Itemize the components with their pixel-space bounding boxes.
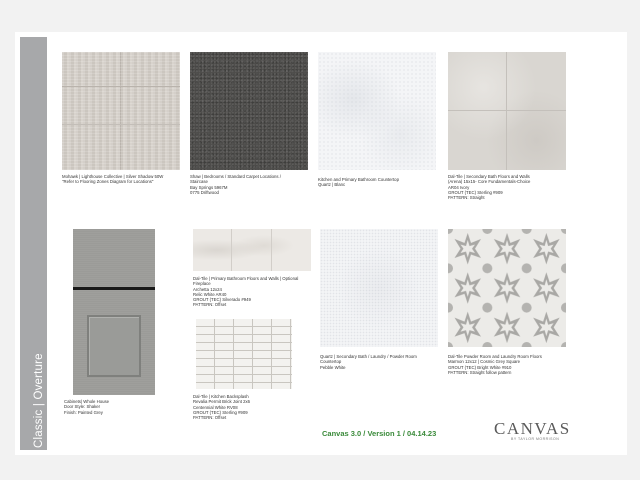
marble-tile-caption: Dal-Tile | Primary Bathroom Floors and Walls | Optional Fireplace Archetta 12x24 Relic White AR40 GROUT (TEC) Silverado #949 PATTERN: Offset	[193, 276, 299, 308]
quartz-blanc-caption: Kitchen and Primary Bathroom Countertop Quartz | Blanc	[318, 177, 399, 188]
wood-floor-swatch	[62, 52, 180, 170]
stone-tile-caption: Dal-Tile | Secondary Bath Floors and Walls (Arena) 15x15- Core Fundamentals-Choice AR04 Ivory GROUT (TEC) Sterling #909 PATTERN: Straight	[448, 174, 531, 201]
cabinet-caption: Cabinets| Whole House Door Style: Shaker Finish: Painted Grey	[64, 399, 110, 415]
version-label: Canvas 3.0 / Version 1 / 04.14.23	[322, 429, 437, 438]
backsplash-caption: Dal-Tile | Kitchen Backsplash Revalia Permit Brick Joint 2x6 Centennial White RV08 GROUT (TEC) Sterling #909 PATTERN: Offset	[193, 394, 251, 421]
quartz-blanc-swatch	[318, 52, 436, 170]
cabinet-drawer-gap	[73, 287, 155, 290]
backsplash-brick-swatch	[196, 319, 292, 389]
star-pattern-tile-swatch	[448, 229, 566, 347]
wood-floor-caption: Mohawk | Lighthouse Collective | Silver Shadow 50W "Refer to Flooring Zones Diagram for Locations"	[62, 174, 164, 185]
canvas-logo: CANVAS	[494, 419, 571, 438]
quartz-pebble-swatch	[320, 229, 438, 347]
cabinet-door-swatch	[73, 229, 155, 395]
star-pattern-graphic	[448, 229, 566, 347]
star-tile-caption: Dal-Tile Powder Room and Laundry Room Floors Marmon 12x12 | Cosmic Grey Square GROUT (TEC) Bright White #910 PATTERN: Straight follow pattern	[448, 354, 542, 375]
carpet-caption: Shaw | Bedrooms / Standard Carpet Locations / Staircase Bay Springs 5967M 0775 Driftwood	[190, 174, 281, 195]
stone-tile-swatch	[448, 52, 566, 170]
cabinet-shaker-panel	[87, 315, 141, 377]
collection-title: Classic | Overture	[33, 353, 45, 448]
carpet-swatch	[190, 52, 308, 170]
marble-tile-swatch	[193, 229, 311, 271]
canvas-logo-tagline: BY TAYLOR MORRISON	[511, 437, 560, 441]
quartz-pebble-caption: Quartz | Secondary Bath / Laundry / Powder Room Countertop Pebble White	[320, 354, 417, 370]
